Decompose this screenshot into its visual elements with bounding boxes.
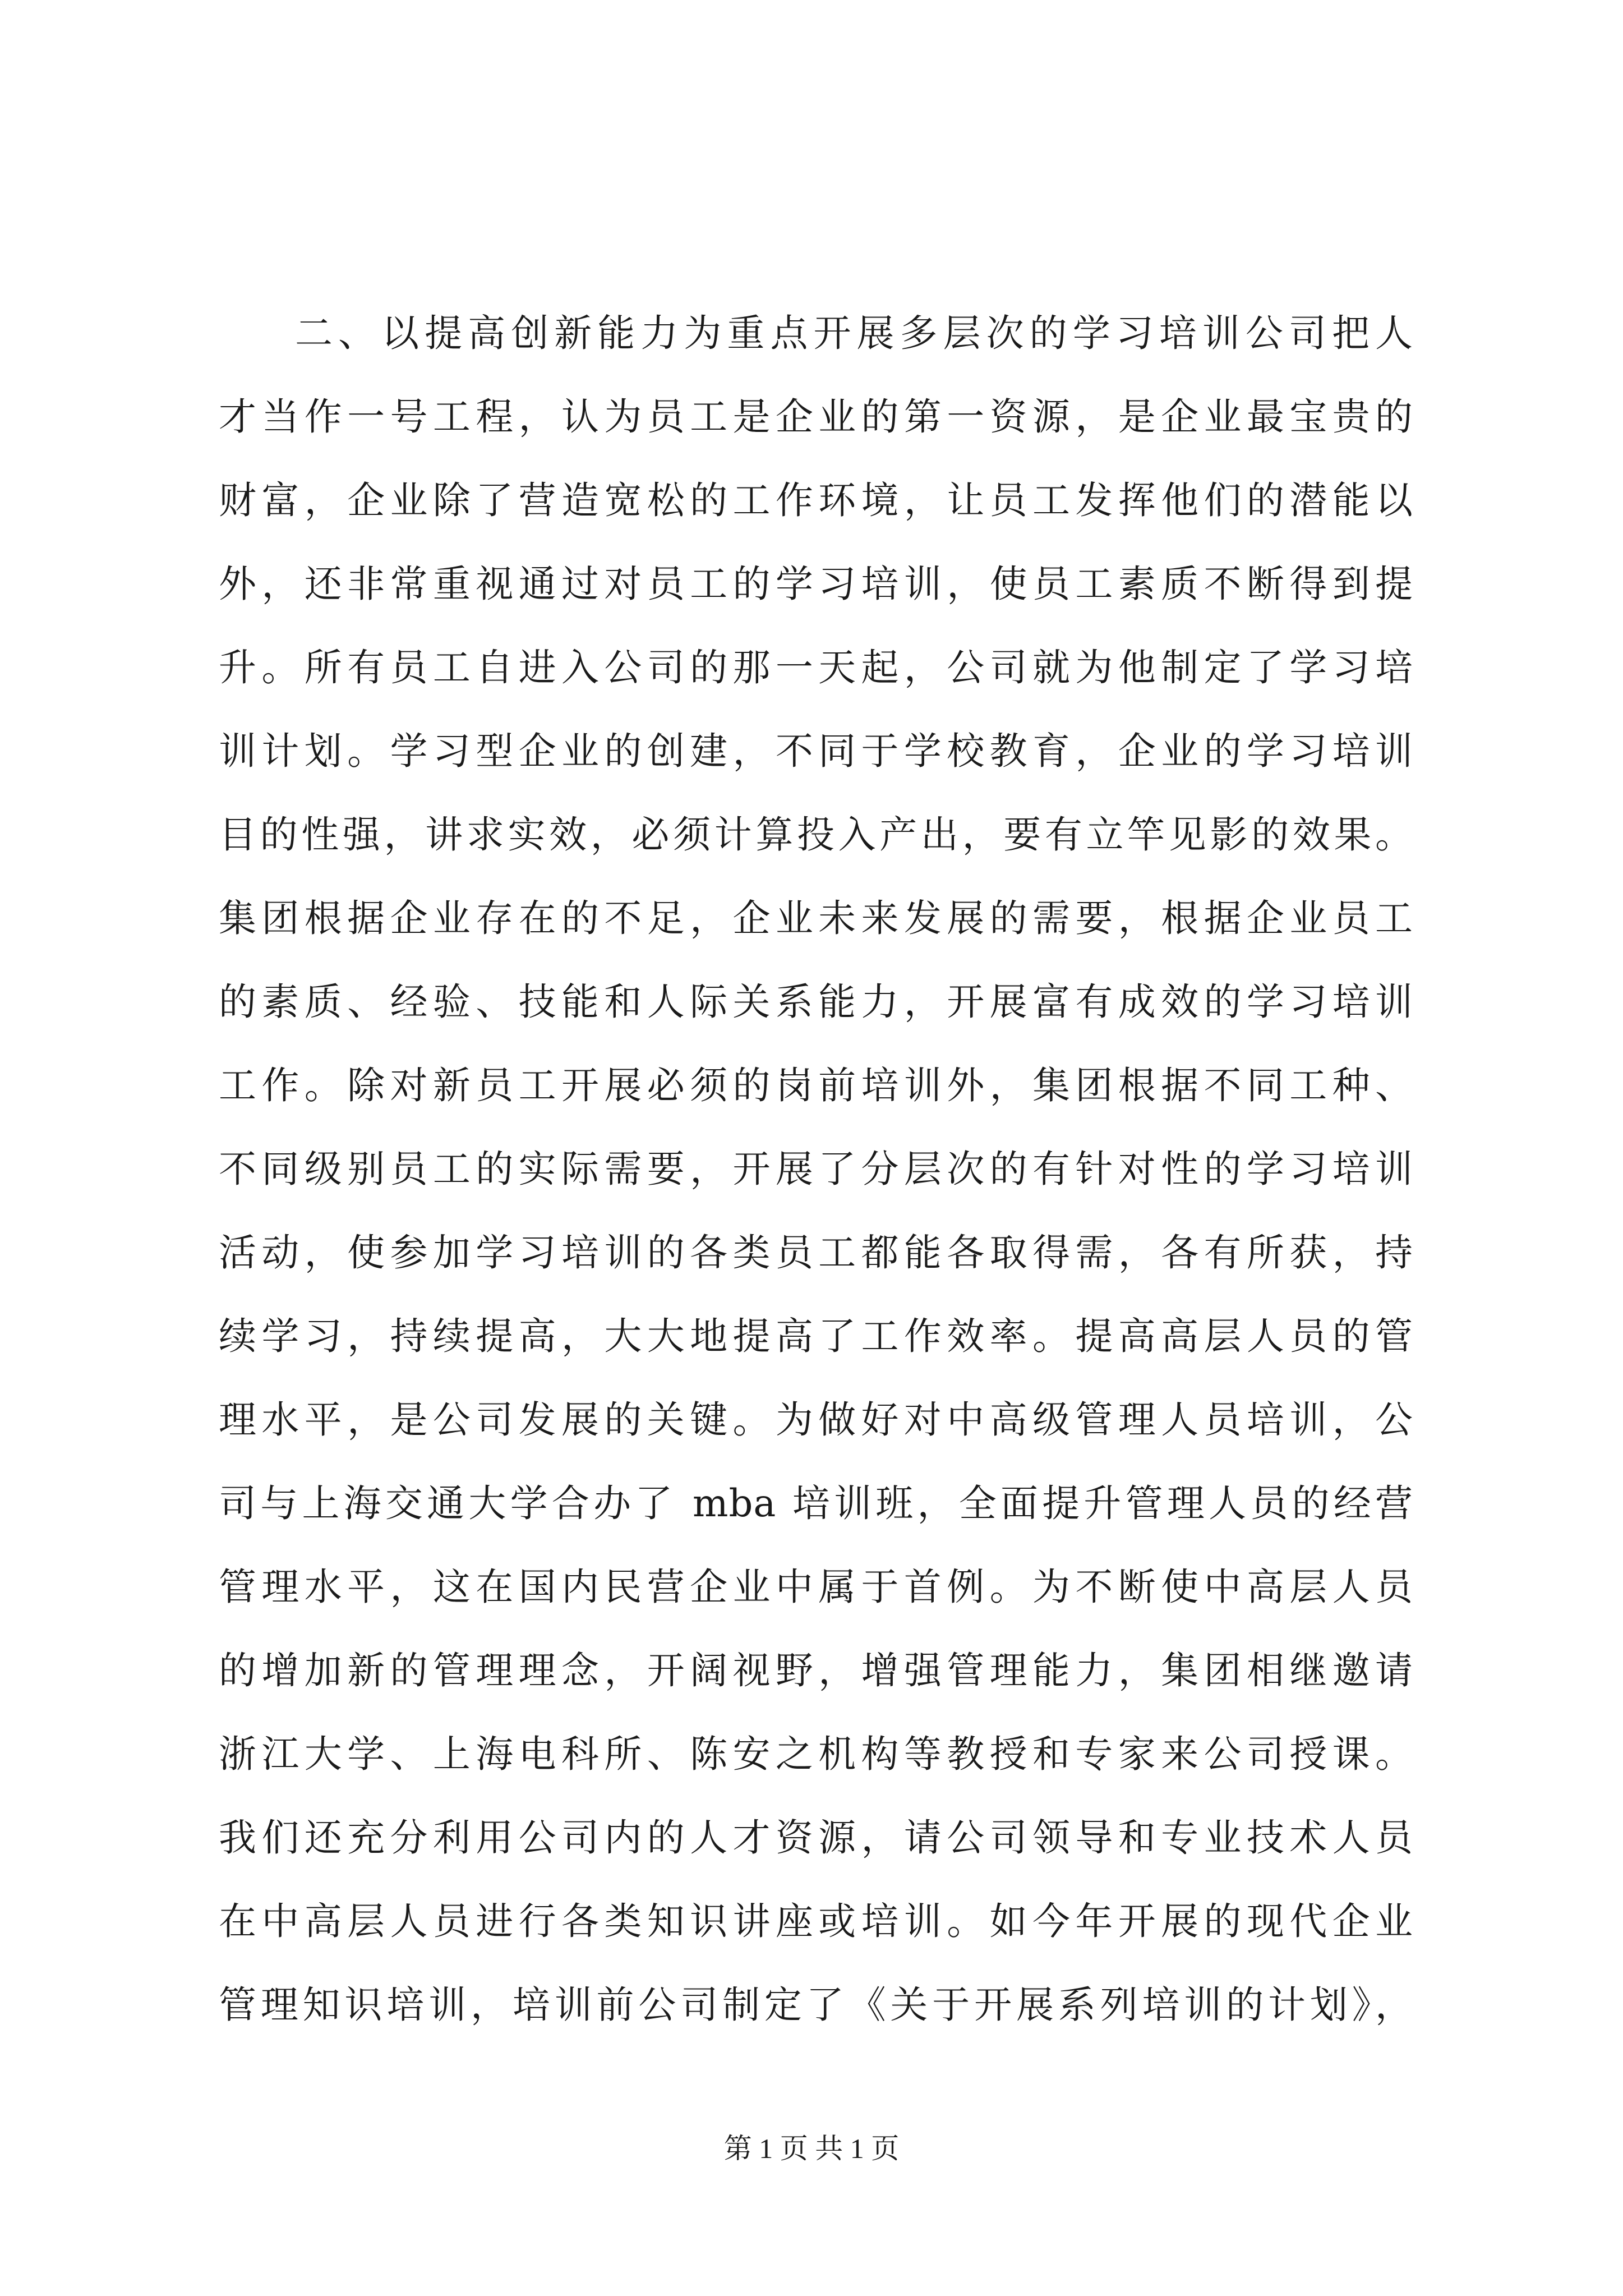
paragraph-line: 管理知识培训，培训前公司制定了《关于开展系列培训的计划》， [219,1983,1413,2027]
paragraph-line: 活动，使参加学习培训的各类员工都能各取得需，各有所获，持 [219,1231,1413,1274]
paragraph-line: 的素质、经验、技能和人际关系能力，开展富有成效的学习培训 [219,980,1413,1024]
paragraph-line: 的增加新的管理理念，开阔视野，增强管理能力，集团相继邀请 [219,1649,1413,1692]
paragraph-line: 财富，企业除了营造宽松的工作环境，让员工发挥他们的潜能以 [219,478,1413,522]
paragraph-line: 我们还充分利用公司内的人才资源，请公司领导和专业技术人员 [219,1816,1413,1860]
paragraph-line: 集团根据企业存在的不足，企业未来发展的需要，根据企业员工 [219,896,1413,940]
paragraph-line: 升。所有员工自进入公司的那一天起，公司就为他制定了学习培 [219,646,1413,689]
paragraph-line: 不同级别员工的实际需要，开展了分层次的有针对性的学习培训 [219,1147,1413,1191]
paragraph-line: 二、以提高创新能力为重点开展多层次的学习培训公司把人 [295,311,1413,355]
paragraph-line: 目的性强，讲求实效，必须计算投入产出，要有立竿见影的效果。 [219,813,1413,857]
body-paragraph [219,292,1413,2047]
paragraph-line: 才当作一号工程，认为员工是企业的第一资源，是企业最宝贵的 [219,395,1413,439]
paragraph-line: 工作。除对新员工开展必须的岗前培训外，集团根据不同工种、 [219,1064,1413,1107]
paragraph-line: 理水平，是公司发展的关键。为做好对中高级管理人员培训，公 [219,1398,1413,1442]
paragraph-line: 管理水平，这在国内民营企业中属于首例。为不断使中高层人员 [219,1565,1413,1609]
paragraph-line: 司与上海交通大学合办了 mba 培训班，全面提升管理人员的经营 [219,1481,1413,1525]
page-number-footer: 第 1 页 共 1 页 [723,2133,900,2164]
paragraph-line: 浙江大学、上海电科所、陈安之机构等教授和专家来公司授课。 [219,1732,1413,1776]
paragraph-line: 训计划。学习型企业的创建，不同于学校教育，企业的学习培训 [219,729,1413,773]
paragraph-line: 在中高层人员进行各类知识讲座或培训。如今年开展的现代企业 [219,1899,1413,1943]
paragraph-line: 续学习，持续提高，大大地提高了工作效率。提高高层人员的管 [219,1314,1413,1358]
paragraph-line: 外，还非常重视通过对员工的学习培训，使员工素质不断得到提 [219,562,1413,606]
